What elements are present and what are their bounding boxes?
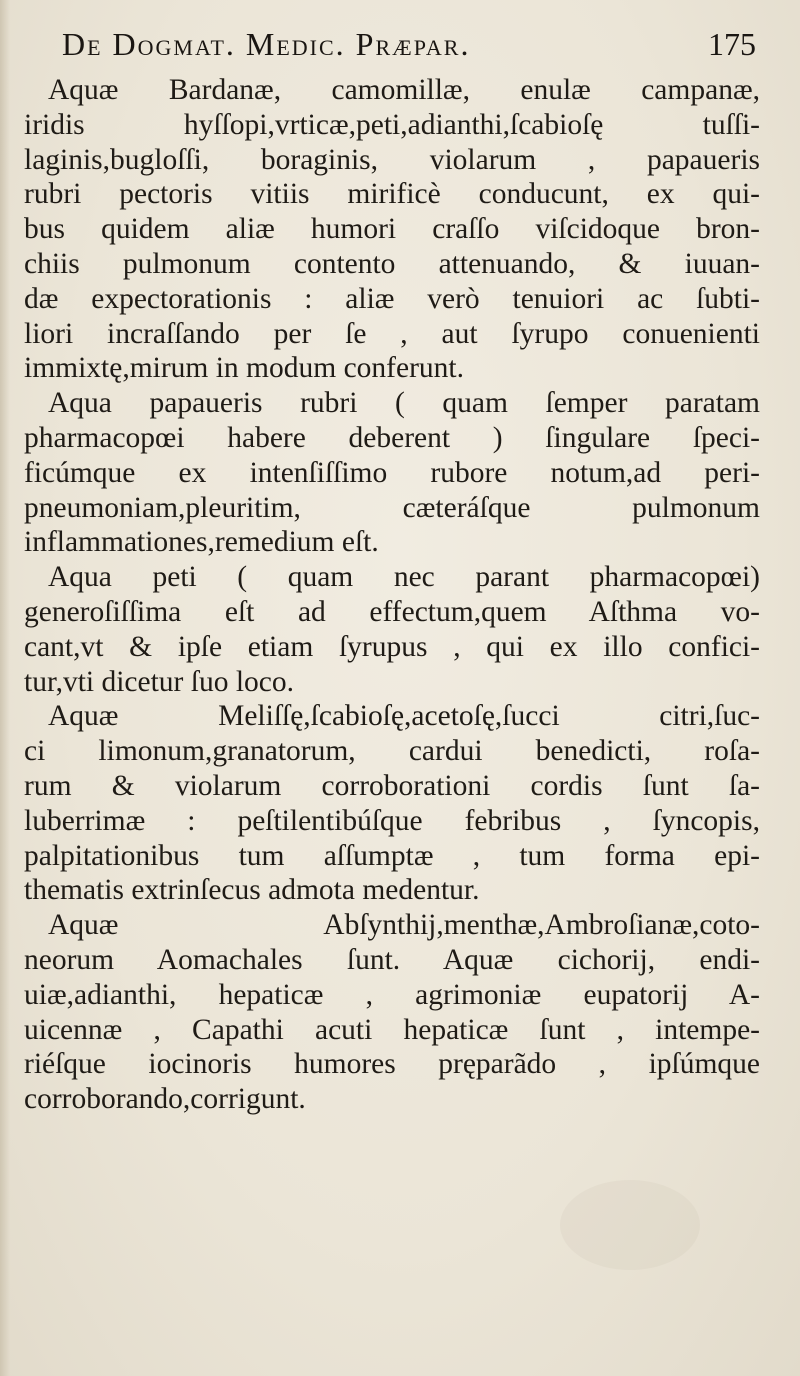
text-line: corroborando,corrigunt. — [24, 1083, 306, 1116]
text-line: uicennæ , Capathi acuti hepaticæ ſunt , intempe- — [24, 1013, 760, 1046]
running-head: De Dogmat. Medic. Præpar. — [62, 25, 471, 62]
text-line: ci limonum,granatorum, cardui benedicti, roſa- — [24, 735, 760, 768]
text-line: Aquæ Meliſſę,ſcabioſę,acetoſę,ſucci citri,ſuc- — [48, 700, 760, 733]
text-line: palpitationibus tum aſſumptæ , tum forma epi- — [24, 839, 760, 872]
text-line: bus quidem aliæ humori craſſo viſcidoque bron- — [24, 213, 760, 246]
text-line: inflammationes,remedium eſt. — [24, 526, 379, 559]
text-line: rubri pectoris vitiis mirificè conducunt, ex qui- — [24, 178, 760, 211]
text-line: riéſque iocinoris humores pręparãdo , ipſúmque — [24, 1048, 760, 1081]
page-number: 175 — [708, 25, 756, 62]
text-line: immixtę,mirum in modum conferunt. — [24, 352, 464, 385]
text-line: Aqua papaueris rubri ( quam ſemper paratam — [48, 387, 760, 420]
text-line: thematis extrinſecus admota medentur. — [24, 874, 480, 907]
text-line: tur,vti dicetur ſuo loco. — [24, 665, 294, 698]
text-line: dæ expectorationis : aliæ verò tenuiori ac ſubti- — [24, 282, 760, 315]
text-line: chiis pulmonum contento attenuando, & iuuan- — [24, 247, 760, 280]
text-line: iridis hyſſopi,vrticæ,peti,adianthi,ſcabioſę tuſſi- — [24, 108, 760, 141]
page-header — [62, 12, 762, 76]
page-edge-shadow — [0, 0, 10, 1376]
text-line: Aquæ Abſynthij,menthæ,Ambroſianæ,coto- — [48, 909, 760, 942]
text-line: liori incraſſando per ſe , aut ſyrupo conuenienti — [24, 317, 760, 350]
text-line: generoſiſſima eſt ad effectum,quem Aſthma vo- — [24, 595, 760, 628]
text-line: Aqua peti ( quam nec parant pharmacopœi) — [48, 561, 760, 594]
text-line: rum & violarum corroborationi cordis ſunt ſa- — [24, 769, 760, 802]
text-line: pharmacopœi habere deberent ) ſingulare ſpeci- — [24, 421, 760, 454]
text-line: Aquæ Bardanæ, camomillæ, enulæ campanæ, — [48, 74, 760, 106]
text-line: uiæ,adianthi, hepaticæ , agrimoniæ eupatorij A- — [24, 978, 760, 1011]
text-line: pneumoniam,pleuritim, cæteráſque pulmonum — [24, 491, 760, 524]
text-line: neorum Aomachales ſunt. Aquæ cichorij, endi- — [24, 943, 760, 976]
text-line: ficúmque ex intenſiſſimo rubore notum,ad peri- — [24, 456, 760, 489]
text-line: cant,vt & ipſe etiam ſyrupus , qui ex illo confici- — [24, 630, 760, 663]
paper-stain — [560, 1180, 700, 1270]
text-line: laginis,bugloſſi, boraginis, violarum , papaueris — [24, 143, 760, 176]
text-line: luberrimæ : peſtilentibúſque febribus , ſyncopis, — [24, 804, 760, 837]
body-text — [24, 73, 760, 1117]
